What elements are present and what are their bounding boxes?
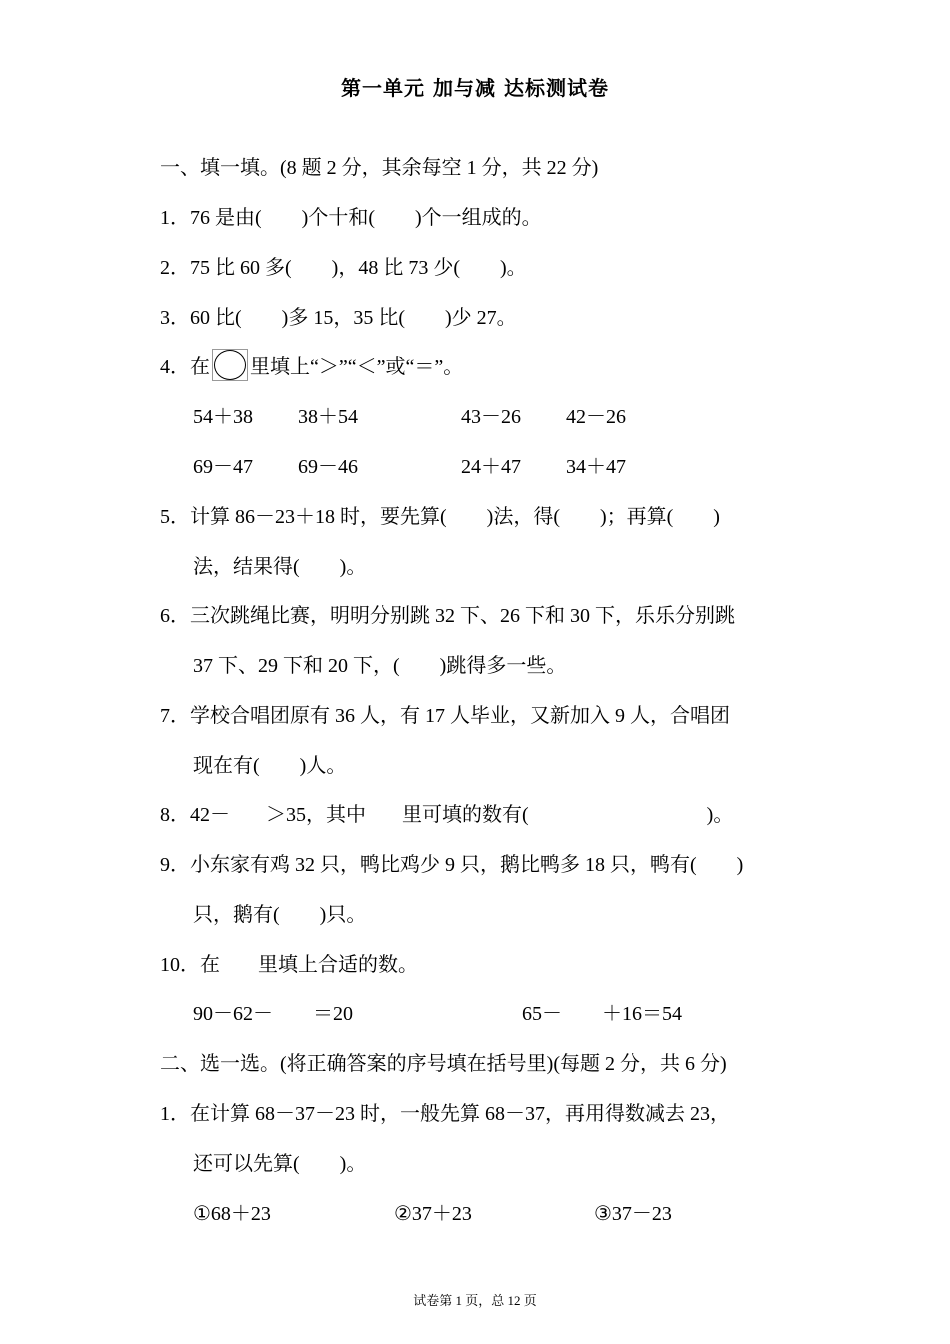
question-1-4-suffix: 里填上“＞”“＜”或“＝”。 bbox=[250, 356, 464, 378]
question-1-7-line1: 7．学校合唱团原有 36 人，有 17 人毕业，又新加入 9 人，合唱团 bbox=[160, 705, 730, 727]
option-2: ②37＋23 bbox=[394, 1203, 472, 1225]
page-footer: 试卷第 1 页，总 12 页 bbox=[413, 1293, 537, 1308]
question-1-8 bbox=[160, 803, 733, 827]
question-1-5-line1: 5．计算 86－23＋18 时，要先算( )法，得( )；再算( ) bbox=[160, 506, 720, 528]
compare-b-right: 42－26 bbox=[566, 406, 626, 428]
question-1-8-part-b: ＞35，其中 bbox=[266, 804, 366, 826]
question-1-9-line2: 只，鹅有( )只。 bbox=[193, 904, 367, 926]
question-1-4-prefix: 4．在 bbox=[160, 356, 210, 378]
option-3: ③37－23 bbox=[594, 1203, 672, 1225]
question-1-6-line2: 37 下、29 下和 20 下，( )跳得多一些。 bbox=[193, 655, 567, 677]
question-1-7-line2: 现在有( )人。 bbox=[193, 755, 347, 777]
question-1-10-part-a: 10．在 bbox=[160, 954, 220, 976]
question-2-1-line2: 还可以先算( )。 bbox=[193, 1153, 367, 1175]
question-1-8-part-d: )。 bbox=[706, 804, 734, 826]
question-2-1-line1: 1．在计算 68－37－23 时，一般先算 68－37，再用得数减去 23， bbox=[160, 1103, 730, 1125]
equation-1-part-b: ＝20 bbox=[313, 1003, 353, 1025]
question-1-4 bbox=[160, 355, 463, 381]
question-1-8-part-c: 里可填的数有( bbox=[402, 804, 529, 826]
question-1-10 bbox=[160, 953, 418, 977]
equation-2-part-a: 65－ bbox=[522, 1003, 562, 1025]
question-1-2: 2．75 比 60 多( )，48 比 73 少( )。 bbox=[160, 257, 527, 279]
question-1-6-line1: 6．三次跳绳比赛，明明分别跳 32 下、26 下和 30 下，乐乐分别跳 bbox=[160, 605, 735, 627]
equation-2 bbox=[522, 1002, 682, 1026]
compare-a-right: 38＋54 bbox=[298, 406, 358, 428]
question-1-9-line1: 9．小东家有鸡 32 只，鸭比鸡少 9 只，鹅比鸭多 18 只，鸭有( ) bbox=[160, 854, 744, 876]
option-1: ①68＋23 bbox=[193, 1203, 271, 1225]
compare-c-left: 69－47 bbox=[193, 456, 253, 478]
compare-a-left: 54＋38 bbox=[193, 406, 253, 428]
question-1-8-part-a: 8．42－ bbox=[160, 804, 230, 826]
equation-2-part-b: ＋16＝54 bbox=[602, 1003, 682, 1025]
circle-blank-icon bbox=[212, 349, 248, 381]
section-1-header: 一、填一填。(8 题 2 分，其余每空 1 分，共 22 分) bbox=[160, 157, 599, 179]
compare-b-left: 43－26 bbox=[461, 406, 521, 428]
compare-d-right: 34＋47 bbox=[566, 456, 626, 478]
equation-1-part-a: 90－62－ bbox=[193, 1003, 273, 1025]
question-1-1: 1．76 是由( )个十和( )个一组成的。 bbox=[160, 207, 542, 229]
section-2-header: 二、选一选。(将正确答案的序号填在括号里)(每题 2 分，共 6 分) bbox=[160, 1053, 727, 1075]
equation-1 bbox=[193, 1002, 353, 1026]
question-1-3: 3．60 比( )多 15，35 比( )少 27。 bbox=[160, 307, 517, 329]
question-1-10-part-b: 里填上合适的数。 bbox=[258, 954, 418, 976]
compare-c-right: 69－46 bbox=[298, 456, 358, 478]
compare-d-left: 24＋47 bbox=[461, 456, 521, 478]
question-1-5-line2: 法，结果得( )。 bbox=[193, 556, 367, 578]
page-title: 第一单元 加与减 达标测试卷 bbox=[341, 76, 609, 100]
